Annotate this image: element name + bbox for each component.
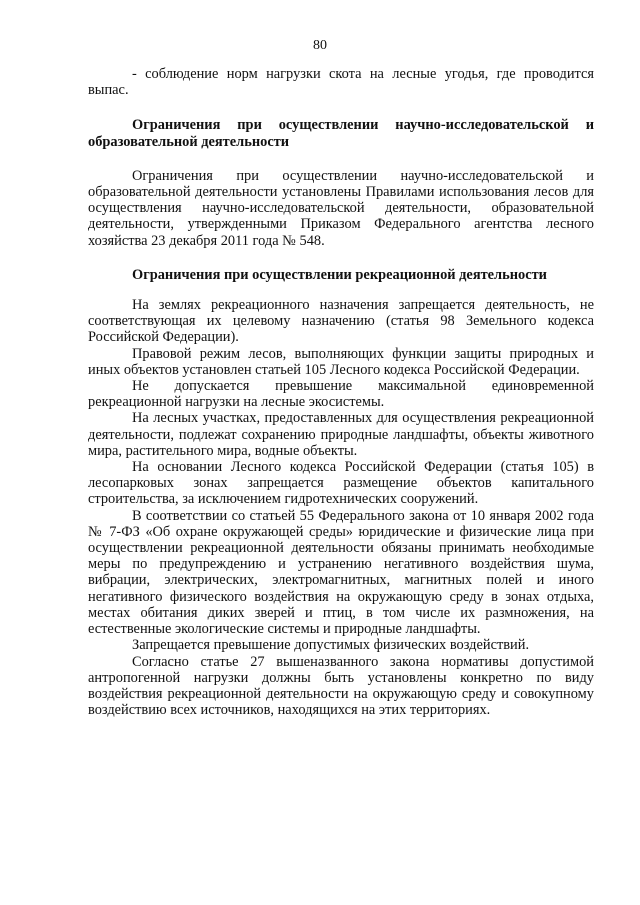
paragraph-research-rules: Ограничения при осуществлении научно-исследовательской и образовательной деятельности установлены Правилами использования лесов для осуществления научно-исследовательской деятельности, образовательной деятельности, утвержденными Приказом Федерального агентства лесного хозяйства 23 декабря 2011 года № 548. [88,167,594,249]
section-heading-research-education: Ограничения при осуществлении научно-исследовательской и образовательной деятельности [88,117,594,150]
paragraph-anthropogenic-load: Согласно статье 27 вышеназванного закона нормативы допустимой антропогенной нагрузки должны быть установлены конкретно по виду воздействия рекреационной деятельности на окружающую среду и совокупному воздействию всех источников, находящихся на этих территориях. [88,653,594,719]
paragraph-forest-park-zones: На основании Лесного кодекса Российской Федерации (статья 105) в лесопарковых зонах запрещается размещение объектов капитального строительства, за исключением гидротехнических сооружений. [88,459,594,508]
paragraph-legal-regime: Правовой режим лесов, выполняющих функции защиты природных и иных объектов установлен статьей 105 Лесного кодекса Российской Федерации. [88,345,594,378]
paragraph-physical-impact: Запрещается превышение допустимых физических воздействий. [132,637,530,654]
page-number: 80 [313,38,327,53]
paragraph-recreation-land: На землях рекреационного назначения запрещается деятельность, не соответствующая их целевому назначению (статья 98 Земельного кодекса Российской Федерации). [88,297,594,346]
section-heading-recreation: Ограничения при осуществлении рекреационной деятельности [132,266,547,283]
paragraph-landscape-preservation: На лесных участках, предоставленных для осуществления рекреационной деятельности, подлежат сохранению природные ландшафты, объекты животного мира, растительного мира, водные объекты. [88,410,594,459]
paragraph-max-load: Не допускается превышение максимальной единовременной рекреационной нагрузки на лесные экосистемы. [88,378,594,411]
document-body [88,66,594,718]
list-item-grazing-norms: - соблюдение норм нагрузки скота на лесные угодья, где проводится выпас. [88,66,594,99]
paragraph-environment-law: В соответствии со статьей 55 Федерального закона от 10 января 2002 года № 7-ФЗ «Об охране окружающей среды» юридические и физические лица при осуществлении рекреационной деятельности обязаны принимать необходимые меры по предупреждению и устранению негативного воздействия шума, вибрации, электрических, электромагнитных, магнитных полей и иного негативного физического воздействия на окружающую среду в зонах отдыха, местах обитания диких зверей и птиц, в том числе их размножения, на естественные экологические системы и природные ландшафты. [88,507,594,638]
